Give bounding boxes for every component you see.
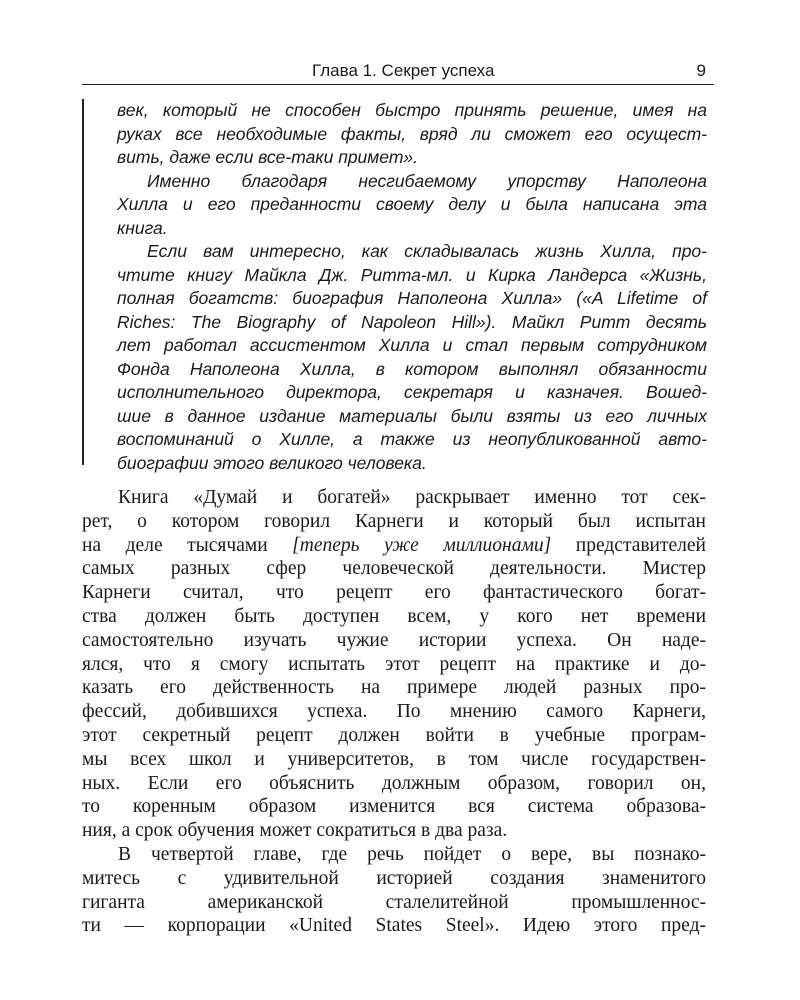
text-line: вить, даже если все-таки примет». <box>117 147 418 167</box>
chapter-title: Глава 1. Секрет успеха <box>312 61 495 80</box>
text-line: фессий, добившихся успеха. По мнению самого Карнеги, <box>82 701 706 723</box>
sidebar-vertical-rule <box>82 99 84 465</box>
text-line: шие в данное издание материалы были взяты из его личных <box>117 405 707 426</box>
text-line: гиганта американской сталелитейной промышленнос- <box>82 891 706 913</box>
text-line: самостоятельно изучать чужие истории успеха. Он наде- <box>82 629 706 651</box>
text-line: век, который не способен быстро принять решение, имея на <box>117 100 707 120</box>
text-line: казать его действенность на примере людей разных про- <box>82 677 706 699</box>
text-line: Фонда Наполеона Хилла, в котором выполнял обязанности <box>117 358 707 379</box>
text-line: В четвертой главе, где речь пойдет о вере, вы познако- <box>118 843 706 865</box>
running-header <box>82 58 714 85</box>
page-number: 9 <box>696 61 706 80</box>
text-line: чтите книгу Майкла Дж. Ритта-мл. и Кирка Ландерса «Жизнь, <box>117 264 707 285</box>
sidebar-note-text <box>117 99 707 475</box>
text-line: Именно благодаря несгибаемому упорству Наполеона <box>147 170 707 191</box>
text-line: этот секретный рецепт должен войти в учебные програм- <box>82 724 706 746</box>
body-text <box>82 486 706 938</box>
sidebar-paragraph <box>117 170 707 241</box>
sidebar-note <box>82 99 714 473</box>
text-line: ялся, что я смогу испытать этот рецепт на практике и до- <box>82 653 706 675</box>
text-line: ных. Если его объяснить должным образом, говорил он, <box>82 772 706 794</box>
text-line: рет, о котором говорил Карнеги и который был испытан <box>82 510 706 532</box>
text-line: Если вам интересно, как складывалась жизнь Хилла, про- <box>147 241 707 261</box>
text-line: Хилла и его преданности своему делу и была написана эта <box>117 194 707 214</box>
text-line: полная богатств: биография Наполеона Хилла» («A Lifetime of <box>117 288 707 308</box>
text-line: Карнеги считал, что рецепт его фантастического богат- <box>82 582 706 604</box>
text-line: митесь с удивительной историей создания знаменитого <box>82 867 706 889</box>
text-line: ти — корпорации «United States Steel». Идею этого пред- <box>82 915 706 937</box>
text-line: лет работал ассистентом Хилла и стал первым сотрудником <box>117 335 707 355</box>
text-segment: на деле тысячами <box>82 534 293 556</box>
text-line: Riches: The Biography of Napoleon Hill»). Майкл Ритт десять <box>117 311 707 332</box>
text-line: биографии этого великого человека. <box>117 452 427 473</box>
text-line: ния, а срок обучения может сократиться в два раза. <box>82 820 508 842</box>
text-line: мы всех школ и университетов, в том числе государствен- <box>82 748 706 770</box>
text-line: ства должен быть доступен всем, у кого нет времени <box>82 605 706 627</box>
body-paragraph <box>82 486 706 843</box>
text-line: Книга «Думай и богатей» раскрывает именно тот сек- <box>118 487 706 508</box>
text-line: воспоминаний о Хилле, а также из неопубликованной авто- <box>117 429 707 449</box>
sidebar-paragraph <box>117 240 707 475</box>
text-segment: представителей <box>551 534 706 556</box>
italic-insertion: [теперь уже миллионами] <box>292 534 552 556</box>
text-line: самых разных сфер человеческой деятельности. Мистер <box>82 558 706 580</box>
sidebar-paragraph <box>117 99 707 170</box>
text-line: то коренным образом изменится вся система образова- <box>82 796 706 818</box>
text-line: руках все необходимые факты, вряд ли сможет его осущест- <box>117 123 707 144</box>
body-paragraph <box>82 843 706 938</box>
text-line <box>82 534 706 558</box>
text-line: исполнительного директора, секретаря и казначея. Вошед- <box>117 382 707 402</box>
text-line: книга. <box>117 217 168 238</box>
